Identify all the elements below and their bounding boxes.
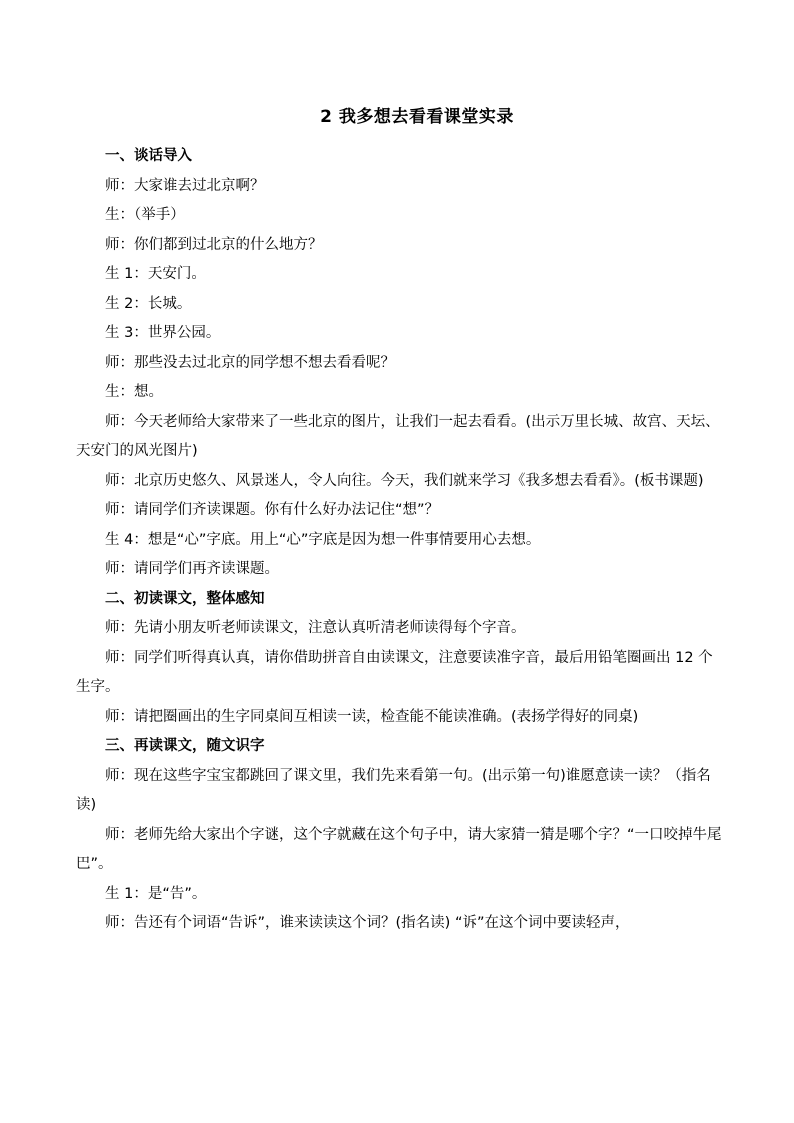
dialogue-line: 师：请同学们再齐读课题。 [105, 561, 279, 577]
dialogue-line: 师：那些没去过北京的同学想不想去看看呢？ [105, 354, 395, 371]
dialogue-line: 师：请同学们齐读课题。你有什么好办法记住“想”？ [105, 502, 440, 518]
dialogue-line: 师：你们都到过北京的什么地方？ [105, 236, 323, 253]
dialogue-line: 生 1：是“告”。 [105, 885, 207, 902]
section-heading-3: 三、再读课文，随文识字 [105, 738, 265, 754]
dialogue-line: 师：大家谁去过北京啊？ [105, 177, 265, 194]
dialogue-line: 师：请把圈画出的生字同桌间互相读一读，检查能不能读准确。(表扬学得好的同桌) [105, 708, 639, 725]
dialogue-line: 师：老师先给大家出个字谜，这个字就藏在这个句子中，请大家猜一猜是哪个字？“一口咬掉牛尾巴”。 [76, 826, 722, 872]
dialogue-line: 师：先请小朋友听老师读课文，注意认真听清老师读得每个字音。 [105, 620, 526, 636]
section-heading-1: 一、谈话导入 [105, 148, 192, 164]
dialogue-line: 生 2：长城。 [105, 295, 192, 312]
dialogue-line: 生 4：想是“心”字底。用上“心”字底是因为想一件事情要用心去想。 [105, 531, 541, 548]
dialogue-line: 师：北京历史悠久、风景迷人，令人向往。今天，我们就来学习《我多想去看看》。(板书课题) [105, 472, 704, 489]
dialogue-line: 师：今天老师给大家带来了一些北京的图片，让我们一起去看看。(出示万里长城、故宫、天坛、天安门的风光图片) [76, 413, 720, 459]
dialogue-line: 生 1：天安门。 [105, 266, 206, 282]
dialogue-line: 师：现在这些字宝宝都跳回了课文里，我们先来看第一句。(出示第一句)谁愿意读一读？（指名读) [76, 767, 711, 813]
dialogue-line: 师：同学们听得真认真，请你借助拼音自由读课文，注意要读准字音，最后用铅笔圈画出 12 个生字。 [76, 649, 713, 695]
dialogue-line: 师：告还有个词语“告诉”，谁来读读这个词？(指名读) “诉”在这个词中要读轻声， [105, 915, 630, 931]
section-heading-2: 二、初读课文，整体感知 [105, 590, 265, 607]
dialogue-line: 生：想。 [105, 384, 163, 400]
dialogue-line: 生：（举手） [105, 207, 185, 223]
dialogue-line: 生 3：世界公园。 [105, 325, 221, 341]
document-title: 2 我多想去看看课堂实录 [320, 107, 514, 127]
document-body [76, 142, 724, 939]
